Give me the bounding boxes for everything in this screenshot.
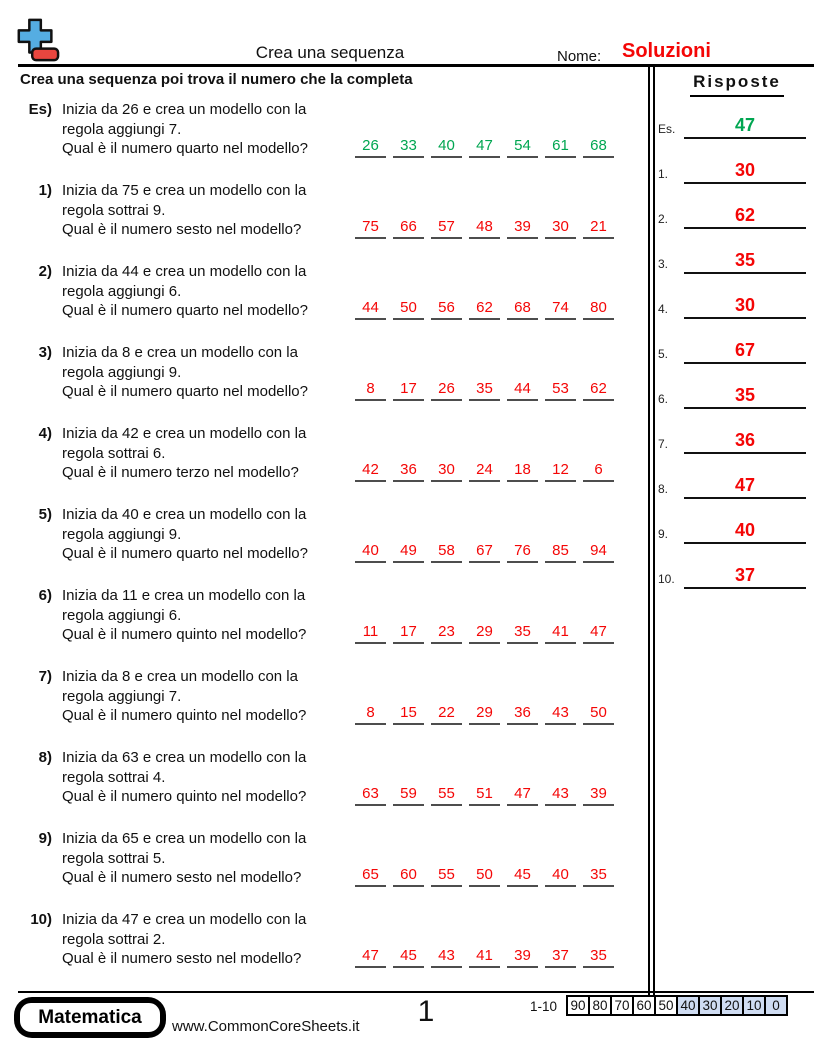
- sequence-blanks: [355, 298, 621, 320]
- sequence-value: 80: [583, 298, 614, 320]
- sequence-value: 43: [431, 946, 462, 968]
- problem-item: [20, 262, 648, 340]
- sequence-value: 68: [583, 136, 614, 158]
- sequence-value: 61: [545, 136, 576, 158]
- problem-item: [20, 181, 648, 259]
- problem-number: Es): [28, 101, 52, 118]
- problem-text: [62, 343, 367, 402]
- sequence-value: 66: [393, 217, 424, 239]
- answer-value: 47: [734, 475, 756, 495]
- sequence-value: 35: [507, 622, 538, 644]
- answer-row: [656, 238, 808, 272]
- sequence-value: 63: [355, 784, 386, 806]
- answer-row: [656, 373, 808, 407]
- problem-text: [62, 667, 367, 726]
- problem-text: [62, 100, 367, 159]
- problem-number: 7): [38, 668, 52, 685]
- subject-badge: [14, 997, 166, 1038]
- problem-text: [62, 505, 367, 564]
- problem-number: 2): [38, 263, 52, 280]
- sequence-value: 94: [583, 541, 614, 563]
- sequence-value: 47: [507, 784, 538, 806]
- answer-number-label: 1.: [658, 167, 669, 181]
- answer-value: 40: [734, 520, 756, 540]
- sequence-value: 47: [469, 136, 500, 158]
- sequence-value: 58: [431, 541, 462, 563]
- problem-number: 10): [30, 911, 52, 928]
- sequence-blanks: [355, 460, 621, 482]
- sequence-value: 33: [393, 136, 424, 158]
- problem-text-line2: regola sottrai 9.: [62, 201, 166, 219]
- score-cell: 0: [764, 995, 788, 1016]
- score-grid: [566, 995, 788, 1016]
- problem-text-line1: Inizia da 8 e crea un modello con la: [62, 668, 298, 685]
- score-cell: 20: [720, 995, 744, 1016]
- sequence-value: 47: [583, 622, 614, 644]
- problem-number: 5): [38, 506, 52, 523]
- sequence-value: 39: [583, 784, 614, 806]
- sequence-value: 35: [583, 946, 614, 968]
- sequence-value: 62: [583, 379, 614, 401]
- page-title: Crea una sequenza: [255, 43, 405, 62]
- answer-number-label: 2.: [658, 212, 669, 226]
- problem-item: [20, 829, 648, 907]
- problem-number: 3): [38, 344, 52, 361]
- answer-number-label: 6.: [658, 392, 669, 406]
- sequence-value: 30: [545, 217, 576, 239]
- sequence-value: 44: [507, 379, 538, 401]
- sequence-value: 57: [431, 217, 462, 239]
- problem-number: 9): [38, 830, 52, 847]
- sequence-value: 22: [431, 703, 462, 725]
- problem-item: [20, 343, 648, 421]
- answer-number-label: 8.: [658, 482, 669, 496]
- sequence-blanks: [355, 379, 621, 401]
- problem-text-line2: regola aggiungi 6.: [62, 282, 182, 300]
- sequence-value: 50: [469, 865, 500, 887]
- header-divider: [18, 64, 814, 67]
- sequence-value: 23: [431, 622, 462, 644]
- answers-column-divider: [648, 67, 655, 995]
- problem-text-line2: regola sottrai 4.: [62, 768, 166, 786]
- sequence-value: 68: [507, 298, 538, 320]
- problem-text-line1: Inizia da 11 e crea un modello con la: [62, 587, 306, 604]
- sequence-blanks: [355, 217, 621, 239]
- sequence-blanks: [355, 622, 621, 644]
- problem-question: Qual è il numero quarto nel modello?: [62, 302, 308, 319]
- sequence-value: 24: [469, 460, 500, 482]
- subject-badge-label: Matematica: [18, 1001, 162, 1034]
- problem-text-line1: Inizia da 40 e crea un modello con la: [62, 506, 307, 523]
- sequence-value: 35: [583, 865, 614, 887]
- sequence-value: 50: [583, 703, 614, 725]
- problem-text: [62, 748, 367, 807]
- problem-text-line1: Inizia da 47 e crea un modello con la: [62, 911, 307, 928]
- website-text: www.CommonCoreSheets.it: [172, 1018, 360, 1035]
- problem-question: Qual è il numero terzo nel modello?: [62, 464, 299, 481]
- answer-number-label: 4.: [658, 302, 669, 316]
- problem-item: [20, 505, 648, 583]
- answer-value: 62: [734, 205, 756, 225]
- answer-value: 35: [734, 385, 756, 405]
- problem-text: [62, 586, 367, 645]
- sequence-value: 35: [469, 379, 500, 401]
- answer-number-label: Es.: [658, 122, 676, 136]
- sequence-value: 65: [355, 865, 386, 887]
- problem-text-line2: regola sottrai 5.: [62, 849, 166, 867]
- problem-number: 4): [38, 425, 52, 442]
- sequence-value: 55: [431, 865, 462, 887]
- sequence-blanks: [355, 784, 621, 806]
- problem-text-line2: regola sottrai 6.: [62, 444, 166, 462]
- sequence-value: 49: [393, 541, 424, 563]
- problem-item: [20, 586, 648, 664]
- sequence-value: 40: [355, 541, 386, 563]
- sequence-value: 76: [507, 541, 538, 563]
- problem-question: Qual è il numero sesto nel modello?: [62, 221, 302, 238]
- sequence-value: 47: [355, 946, 386, 968]
- answer-value: 35: [734, 250, 756, 270]
- answer-row: [656, 103, 808, 137]
- problem-question: Qual è il numero sesto nel modello?: [62, 869, 302, 886]
- sequence-value: 12: [545, 460, 576, 482]
- problem-text: [62, 829, 367, 888]
- sequence-value: 37: [545, 946, 576, 968]
- sequence-value: 39: [507, 946, 538, 968]
- sequence-value: 26: [431, 379, 462, 401]
- problem-item: [20, 748, 648, 826]
- score-cell: 60: [632, 995, 656, 1016]
- problem-text-line2: regola aggiungi 6.: [62, 606, 182, 624]
- sequence-value: 50: [393, 298, 424, 320]
- sequence-value: 59: [393, 784, 424, 806]
- answer-number-label: 9.: [658, 527, 669, 541]
- answer-row: [656, 463, 808, 497]
- answer-row: [656, 418, 808, 452]
- sequence-value: 44: [355, 298, 386, 320]
- problem-text-line2: regola aggiungi 7.: [62, 687, 182, 705]
- problem-question: Qual è il numero quinto nel modello?: [62, 626, 307, 643]
- sequence-value: 36: [507, 703, 538, 725]
- problem-item: [20, 100, 648, 178]
- sequence-value: 29: [469, 703, 500, 725]
- problem-text-line1: Inizia da 42 e crea un modello con la: [62, 425, 307, 442]
- sequence-value: 40: [545, 865, 576, 887]
- problem-question: Qual è il numero quinto nel modello?: [62, 788, 307, 805]
- score-cell: 80: [588, 995, 612, 1016]
- score-cell: 10: [742, 995, 766, 1016]
- answer-row: [656, 148, 808, 182]
- answer-value: 30: [734, 295, 756, 315]
- sequence-value: 36: [393, 460, 424, 482]
- score-range-label: 1-10: [530, 999, 558, 1014]
- sequence-value: 56: [431, 298, 462, 320]
- answer-row: [656, 508, 808, 542]
- sequence-blanks: [355, 541, 621, 563]
- answer-value: 37: [734, 565, 756, 585]
- problem-text-line1: Inizia da 8 e crea un modello con la: [62, 344, 298, 361]
- answer-value: 67: [734, 340, 756, 360]
- answer-value: 30: [734, 160, 756, 180]
- sequence-value: 53: [545, 379, 576, 401]
- problem-question: Qual è il numero quarto nel modello?: [62, 383, 308, 400]
- sequence-value: 21: [583, 217, 614, 239]
- problem-text-line2: regola aggiungi 9.: [62, 525, 182, 543]
- page-number: 1: [417, 995, 435, 1028]
- problem-text-line1: Inizia da 63 e crea un modello con la: [62, 749, 307, 766]
- answer-value: 47: [734, 115, 756, 135]
- sequence-blanks: [355, 865, 621, 887]
- answers-title: Risposte: [690, 72, 784, 97]
- sequence-value: 42: [355, 460, 386, 482]
- answer-number-label: 7.: [658, 437, 669, 451]
- sequence-value: 43: [545, 784, 576, 806]
- problem-text: [62, 181, 367, 240]
- score-cell: 70: [610, 995, 634, 1016]
- problem-text: [62, 910, 367, 969]
- sequence-value: 26: [355, 136, 386, 158]
- problem-number: 1): [38, 182, 52, 199]
- sequence-value: 40: [431, 136, 462, 158]
- problem-text-line1: Inizia da 26 e crea un modello con la: [62, 101, 307, 118]
- problem-text-line2: regola sottrai 2.: [62, 930, 166, 948]
- sequence-value: 74: [545, 298, 576, 320]
- problem-number: 6): [38, 587, 52, 604]
- problem-item: [20, 667, 648, 745]
- sequence-value: 17: [393, 379, 424, 401]
- problem-text-line1: Inizia da 44 e crea un modello con la: [62, 263, 307, 280]
- answer-value: 36: [734, 430, 756, 450]
- sequence-value: 18: [507, 460, 538, 482]
- sequence-value: 45: [393, 946, 424, 968]
- sequence-value: 11: [355, 622, 386, 644]
- problem-question: Qual è il numero quinto nel modello?: [62, 707, 307, 724]
- sequence-value: 8: [355, 703, 386, 725]
- sequence-value: 51: [469, 784, 500, 806]
- name-label: Nome:: [557, 48, 602, 65]
- problem-text-line2: regola aggiungi 7.: [62, 120, 182, 138]
- sequence-blanks: [355, 136, 621, 158]
- answer-number-label: 5.: [658, 347, 669, 361]
- footer-divider: [18, 991, 814, 993]
- answer-number-label: 10.: [658, 572, 675, 586]
- answer-row: [656, 328, 808, 362]
- sequence-value: 43: [545, 703, 576, 725]
- sequence-value: 29: [469, 622, 500, 644]
- answer-row: [656, 193, 808, 227]
- score-cell: 30: [698, 995, 722, 1016]
- sequence-value: 30: [431, 460, 462, 482]
- sequence-blanks: [355, 703, 621, 725]
- sequence-value: 39: [507, 217, 538, 239]
- problem-text: [62, 424, 367, 483]
- sequence-value: 8: [355, 379, 386, 401]
- sequence-value: 15: [393, 703, 424, 725]
- sequence-value: 48: [469, 217, 500, 239]
- sequence-value: 41: [469, 946, 500, 968]
- sequence-value: 17: [393, 622, 424, 644]
- problem-question: Qual è il numero quarto nel modello?: [62, 140, 308, 157]
- sequence-value: 45: [507, 865, 538, 887]
- answer-number-label: 3.: [658, 257, 669, 271]
- worksheet-instruction: Crea una sequenza poi trova il numero che la completa: [20, 71, 413, 88]
- problem-text: [62, 262, 367, 321]
- problem-text-line1: Inizia da 75 e crea un modello con la: [62, 182, 307, 199]
- sequence-value: 75: [355, 217, 386, 239]
- sequence-value: 41: [545, 622, 576, 644]
- problem-number: 8): [38, 749, 52, 766]
- sequence-blanks: [355, 946, 621, 968]
- problem-text-line2: regola aggiungi 9.: [62, 363, 182, 381]
- problem-item: [20, 424, 648, 502]
- score-cell: 50: [654, 995, 678, 1016]
- score-cell: 90: [566, 995, 590, 1016]
- sequence-value: 6: [583, 460, 614, 482]
- sequence-value: 60: [393, 865, 424, 887]
- problem-question: Qual è il numero quarto nel modello?: [62, 545, 308, 562]
- problem-question: Qual è il numero sesto nel modello?: [62, 950, 302, 967]
- answer-row: [656, 553, 808, 587]
- sequence-value: 85: [545, 541, 576, 563]
- problem-text-line1: Inizia da 65 e crea un modello con la: [62, 830, 307, 847]
- score-cell: 40: [676, 995, 700, 1016]
- sequence-value: 62: [469, 298, 500, 320]
- sequence-value: 54: [507, 136, 538, 158]
- sequence-value: 67: [469, 541, 500, 563]
- name-value: Soluzioni: [622, 40, 711, 62]
- sequence-value: 55: [431, 784, 462, 806]
- answer-row: [656, 283, 808, 317]
- problem-item: [20, 910, 648, 988]
